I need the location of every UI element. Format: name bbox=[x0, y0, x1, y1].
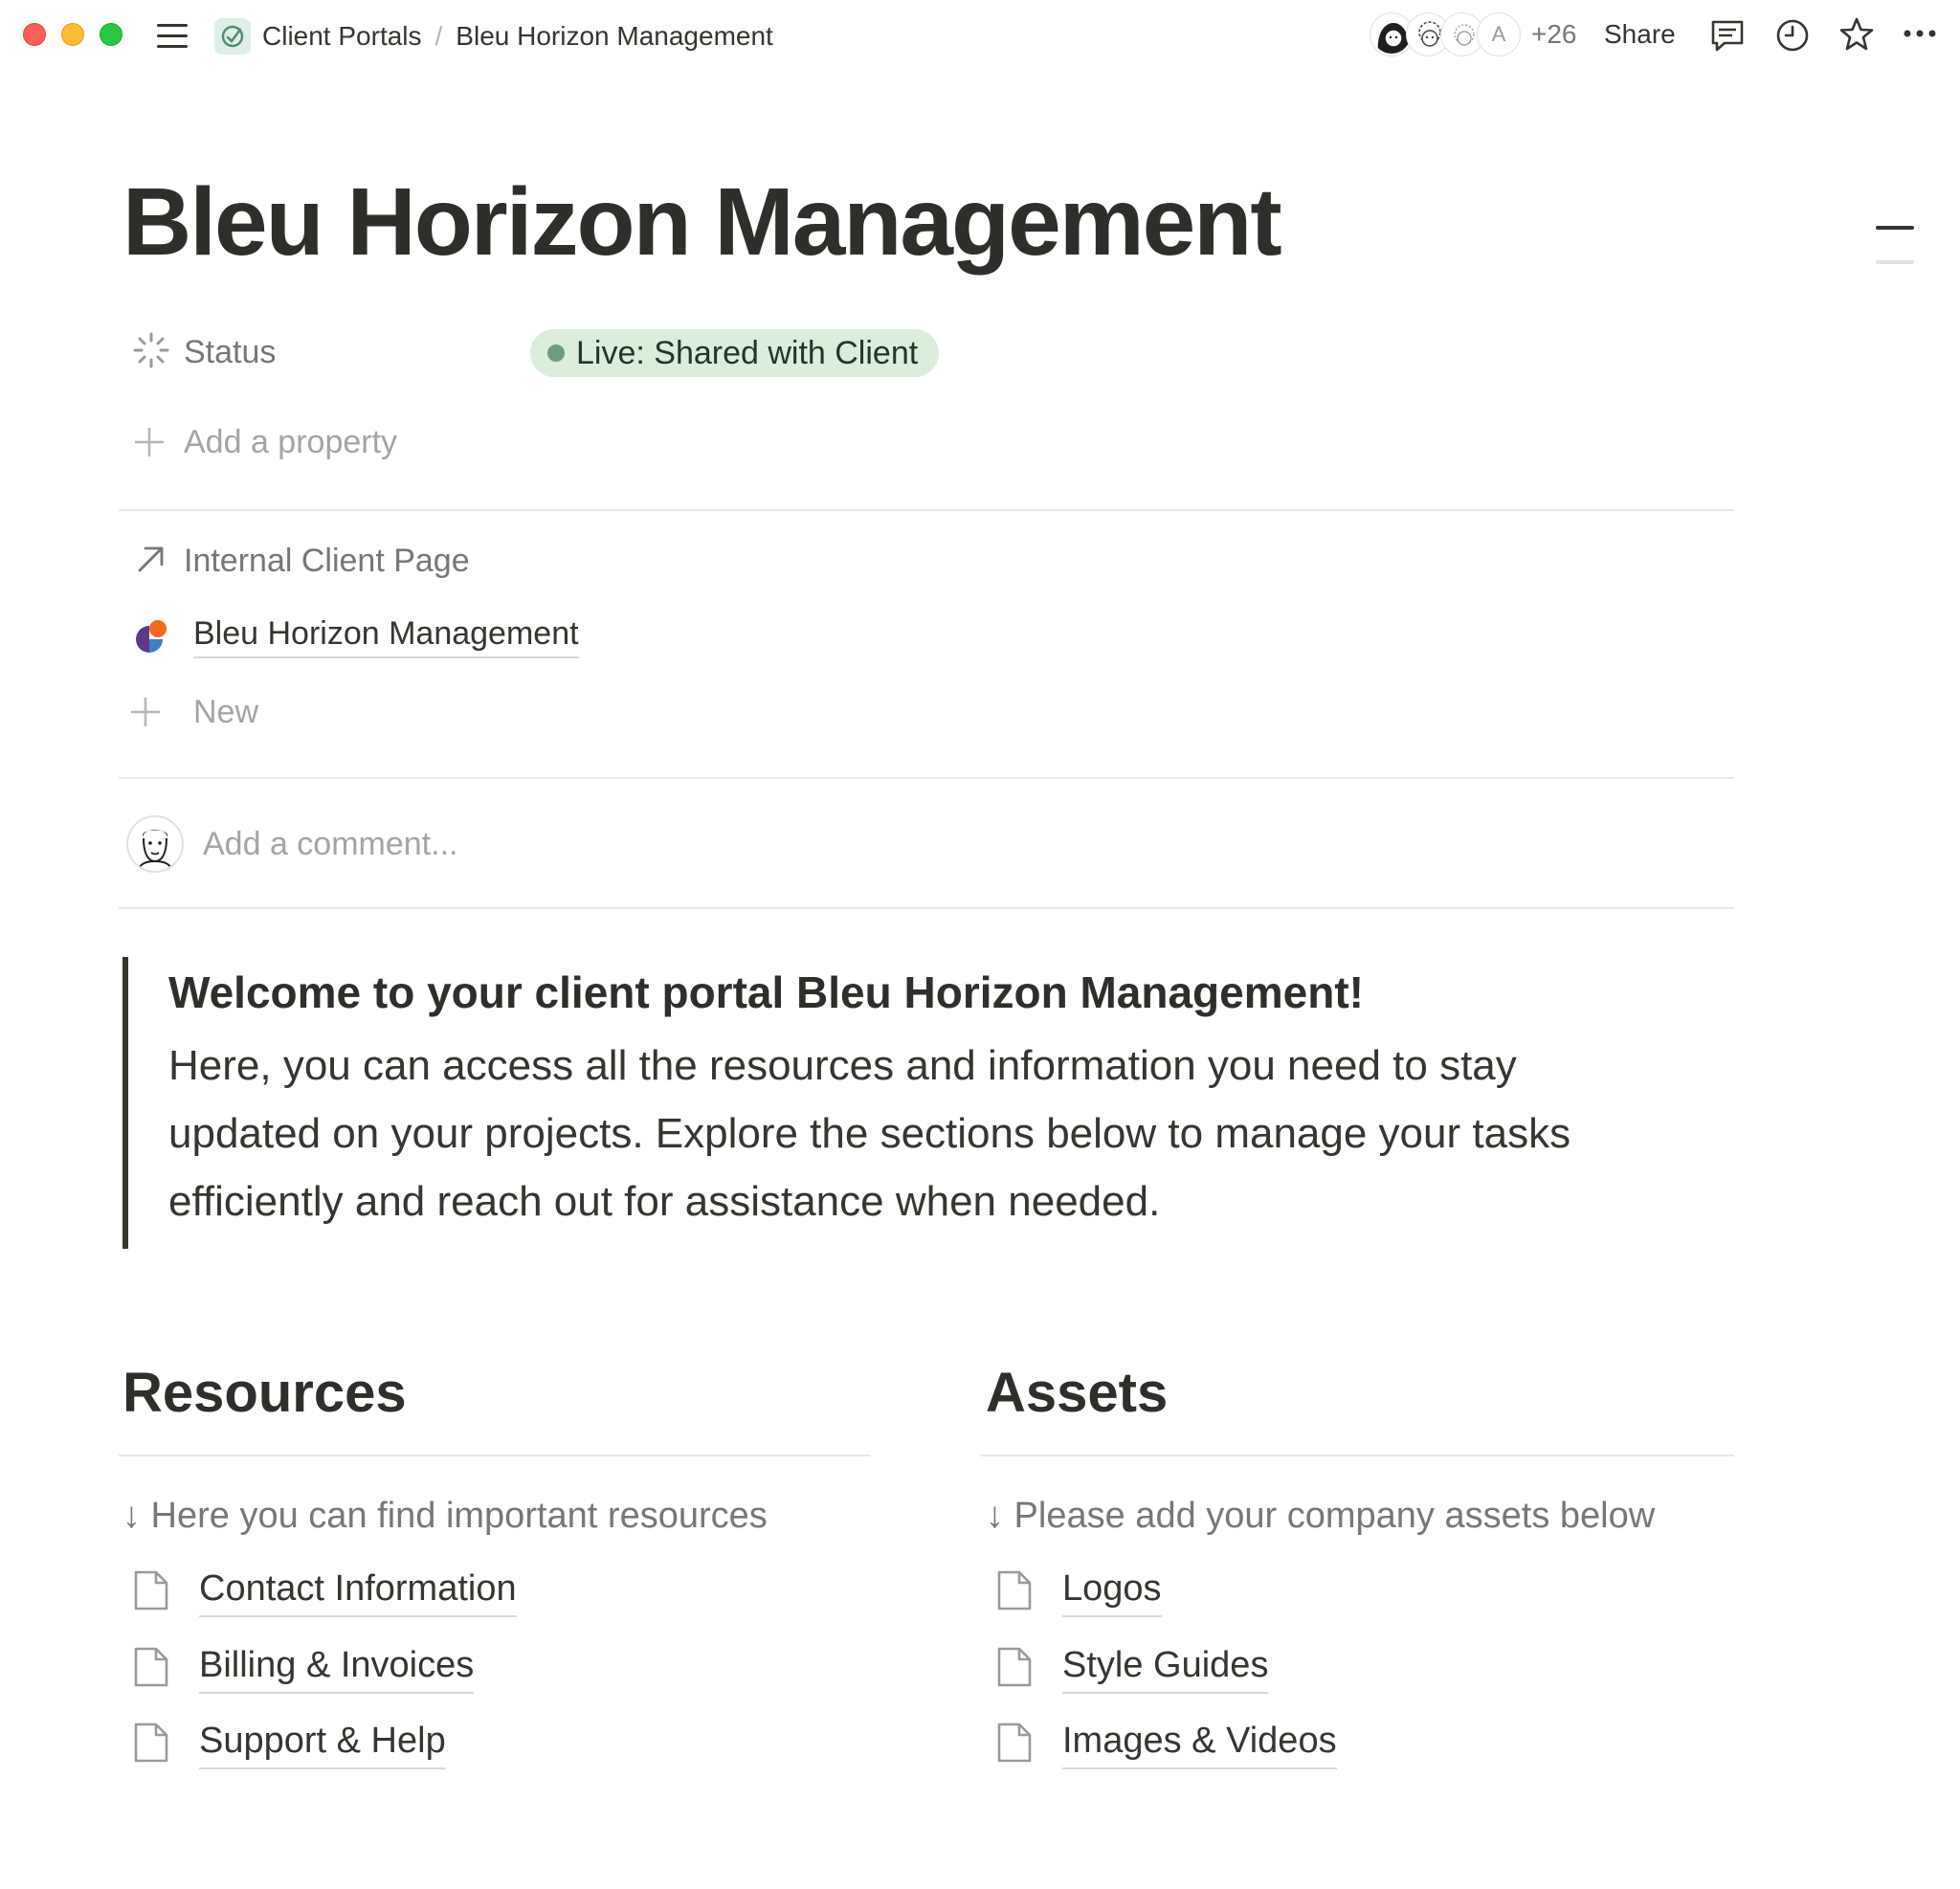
divider bbox=[119, 1455, 871, 1456]
welcome-heading: Welcome to your client portal Bleu Horizon Management! bbox=[168, 967, 1364, 1017]
arrow-up-right-icon bbox=[134, 542, 168, 576]
member-count[interactable]: +26 bbox=[1531, 19, 1577, 49]
plus-icon[interactable] bbox=[132, 425, 167, 459]
page-link-label: Logos bbox=[1062, 1564, 1162, 1617]
linked-page-link[interactable]: Bleu Horizon Management bbox=[193, 612, 579, 658]
page-icon bbox=[995, 1569, 1034, 1611]
add-property-button[interactable]: Add a property bbox=[184, 424, 398, 460]
divider bbox=[119, 777, 1734, 779]
collaborator-avatar-initial[interactable]: A bbox=[1478, 13, 1520, 56]
welcome-body-line: updated on your projects. Explore the sections below to manage your tasks bbox=[168, 1110, 1571, 1157]
assets-heading: Assets bbox=[986, 1362, 1169, 1424]
plus-icon[interactable] bbox=[128, 695, 163, 729]
assets-subtitle: ↓ Please add your company assets below bbox=[986, 1496, 1656, 1536]
user-avatar bbox=[126, 815, 184, 873]
page-link-label: Contact Information bbox=[199, 1564, 517, 1617]
page-icon bbox=[995, 1646, 1034, 1688]
page-icon bbox=[132, 1646, 170, 1688]
divider bbox=[119, 907, 1734, 909]
client-portals-icon bbox=[214, 18, 251, 55]
resources-heading: Resources bbox=[122, 1362, 407, 1424]
page-link-label: Style Guides bbox=[1062, 1640, 1268, 1694]
welcome-quote bbox=[122, 957, 1740, 1249]
comment-input[interactable]: Add a comment... bbox=[203, 826, 458, 862]
page-icon bbox=[132, 1722, 170, 1764]
breadcrumb-item-current[interactable]: Bleu Horizon Management bbox=[456, 21, 773, 51]
history-icon[interactable] bbox=[1774, 17, 1811, 54]
page-link-style-guides[interactable] bbox=[995, 1640, 1268, 1694]
client-logo-icon bbox=[130, 616, 170, 656]
window-maximize-button[interactable] bbox=[100, 23, 122, 46]
resources-subtitle: ↓ Here you can find important resources bbox=[122, 1496, 768, 1536]
breadcrumb-separator: / bbox=[434, 21, 443, 51]
new-relation-button[interactable]: New bbox=[193, 694, 259, 730]
page-title[interactable]: Bleu Horizon Management bbox=[122, 168, 1281, 276]
welcome-body bbox=[168, 1032, 1740, 1235]
page-link-logos[interactable] bbox=[995, 1564, 1162, 1617]
page-link-label: Billing & Invoices bbox=[199, 1640, 474, 1694]
sidebar-toggle-icon[interactable] bbox=[155, 21, 189, 52]
outline-indicator-active[interactable] bbox=[1876, 226, 1914, 230]
page-link-images-videos[interactable] bbox=[995, 1716, 1337, 1769]
more-icon[interactable] bbox=[1903, 27, 1937, 40]
share-button[interactable]: Share bbox=[1604, 19, 1676, 49]
breadcrumb bbox=[214, 15, 773, 57]
window-minimize-button[interactable] bbox=[61, 23, 84, 46]
relation-label[interactable]: Internal Client Page bbox=[184, 543, 470, 579]
status-value: Live: Shared with Client bbox=[576, 334, 919, 371]
page-link-contact-information[interactable] bbox=[132, 1564, 517, 1617]
page-link-support-help[interactable] bbox=[132, 1716, 446, 1769]
status-property-icon bbox=[132, 331, 170, 369]
star-icon[interactable] bbox=[1838, 15, 1876, 54]
divider bbox=[980, 1455, 1734, 1456]
page-icon bbox=[995, 1722, 1034, 1764]
status-badge[interactable] bbox=[530, 329, 939, 377]
outline-indicator[interactable] bbox=[1876, 260, 1914, 264]
window-close-button[interactable] bbox=[23, 23, 46, 46]
status-dot bbox=[547, 344, 565, 362]
page-icon bbox=[132, 1569, 170, 1611]
breadcrumb-label: Client Portals bbox=[262, 21, 422, 51]
welcome-body-line: efficiently and reach out for assistance when needed. bbox=[168, 1178, 1161, 1225]
divider bbox=[119, 509, 1734, 511]
status-property-label[interactable]: Status bbox=[184, 334, 277, 370]
welcome-body-line: Here, you can access all the resources and information you need to stay bbox=[168, 1042, 1517, 1089]
comment-icon[interactable] bbox=[1709, 17, 1746, 54]
page-link-billing-invoices[interactable] bbox=[132, 1640, 474, 1694]
page-link-label: Images & Videos bbox=[1062, 1716, 1337, 1769]
page-link-label: Support & Help bbox=[199, 1716, 446, 1769]
breadcrumb-item-client-portals[interactable] bbox=[214, 18, 422, 55]
